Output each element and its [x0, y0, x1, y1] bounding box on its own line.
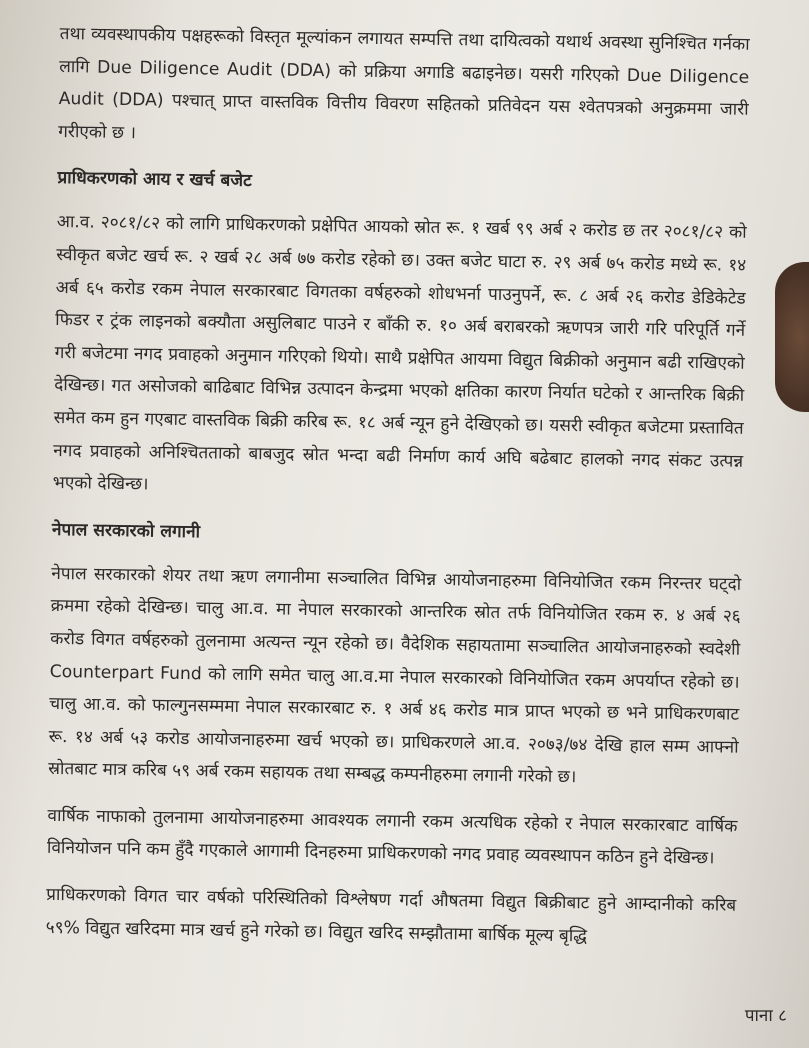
section-paragraph: आ.व. २०८१/८२ को लागि प्राधिकरणको प्रक्षेपित आयको स्रोत रू. १ खर्ब ९९ अर्ब २ करोड छ तर २०८१/८२ को स्वीकृत बजेट खर्च रू. २ खर्ब २८ अर्ब ७७ करोड रहेको छ। उक्त बजेट घाटा रु. २९ अर्ब ७५ करोड मध्ये रू. १४ अर्ब ६५ करोड रकम नेपाल सरकारबाट विगतका वर्षहरुको शोधभर्ना पाउनुपर्ने, रू. ८ अर्ब २६ करोड डेडिकेटेड फिडर र ट्रंक लाइनको बक्यौता असुलिबाट पाउने र बाँकी रु. १० अर्ब बराबरको ऋणपत्र जारी गरि परिपूर्ति गर्ने गरी बजेटमा नगद प्रवाहको अनुमान गरिएको थियो। साथै प्रक्षेपित आयमा विद्युत बिक्रीको अनुमान बढी राखिएको देखिन्छ। गत असोजको बाढिबाट विभिन्न उत्पादन केन्द्रमा भएको क्षतिका कारण निर्यात घटेको र आन्तरिक बिक्री समेत कम हुन गएबाट वास्तविक बिक्री करिब रू. १८ अर्ब न्यून हुने देखिएको छ। यसरी स्वीकृत बजेटमा प्रस्तावित नगद प्रवाहको अनिश्चितताको बाबजुद स्रोत भन्दा बढी निर्माण कार्य अघि बढेबाट हालको नगद संकट उत्पन्न भएको देखिन्छ। [52, 212, 747, 495]
page-number: पाना ८ [744, 1006, 787, 1026]
section-heading-income-budget: प्राधिकरणको आय र खर्च बजेट [57, 168, 252, 192]
section-paragraph: नेपाल सरकारको शेयर तथा ऋण लगानीमा सञ्चालित विभिन्न आयोजनाहरुमा विनियोजित रकम निरन्तर घट्दो क्रममा रहेको देखिन्छ। चालु आ.व. मा नेपाल सरकारको आन्तरिक स्रोत तर्फ विनियोजित रकम रु. ४ अर्ब २६ करोड विगत वर्षहरुको तुलनामा अत्यन्त न्यून रहेको छ। वैदेशिक सहायतामा सञ्चालित आयोजनाहरुको स्वदेशी Counterpart Fund को लागि समेत चालु आ.व.मा नेपाल सरकारको विनियोजित रकम अपर्याप्त रहेको छ। चालु आ.व. को फाल्गुनसम्ममा नेपाल सरकारबाट रु. १ अर्ब ४६ करोड मात्र प्राप्त भएको छ भने प्राधिकरणबाट रू. १४ अर्ब ५३ करोड आयोजनाहरुमा खर्च भएको छ। प्राधिकरणले आ.व. २०७३/७४ देखि हाल सम्म आफ्नो स्रोतबाट मात्र करिब ५९ अर्ब रकम सहायक तथा सम्बद्ध कम्पनीहरुमा लगानी गरेको छ। [48, 563, 742, 788]
section-paragraph: प्राधिकरणको विगत चार वर्षको परिस्थितिको विश्लेषण गर्दा औषतमा विद्युत बिक्रीबाट हुने आम्दानीको करिब ५९% विद्युत खरिदमा मात्र खर्च हुने गरेको छ। विद्युत खरिद सम्झौतामा बार्षिक मूल्य बृद्धि [45, 884, 737, 947]
intro-paragraph: तथा व्यवस्थापकीय पक्षहरूको विस्तृत मूल्यांकन लगायत सम्पत्ति तथा दायित्वको यथार्थ अवस्था सुनिश्चित गर्नका लागि Due Diligence Audit (DDA) को प्रक्रिया अगाडि बढाइनेछ। यसरी गरिएको Due Diligence Audit (DDA) पश्चात् प्राप्त वास्तविक वित्तीय विवरण सहितको प्रतिवेदन यस श्वेतपत्रको अनुक्रममा जारी गरीएको छ । [58, 23, 750, 143]
document-content [45, 18, 750, 969]
section-paragraph: वार्षिक नाफाको तुलनामा आयोजनाहरुमा आवश्यक लगानी रकम अत्यधिक रहेको र नेपाल सरकारबाट वार्षिक विनियोजन पनि कम हुँदै गएकाले आगामी दिनहरुमा प्राधिकरणको नगद प्रवाह व्यवस्थापन कठिन हुने देखिन्छ। [46, 805, 738, 869]
section-heading-government-investment: नेपाल सरकारको लगानी [51, 519, 201, 542]
thumb-in-photo [775, 262, 809, 412]
